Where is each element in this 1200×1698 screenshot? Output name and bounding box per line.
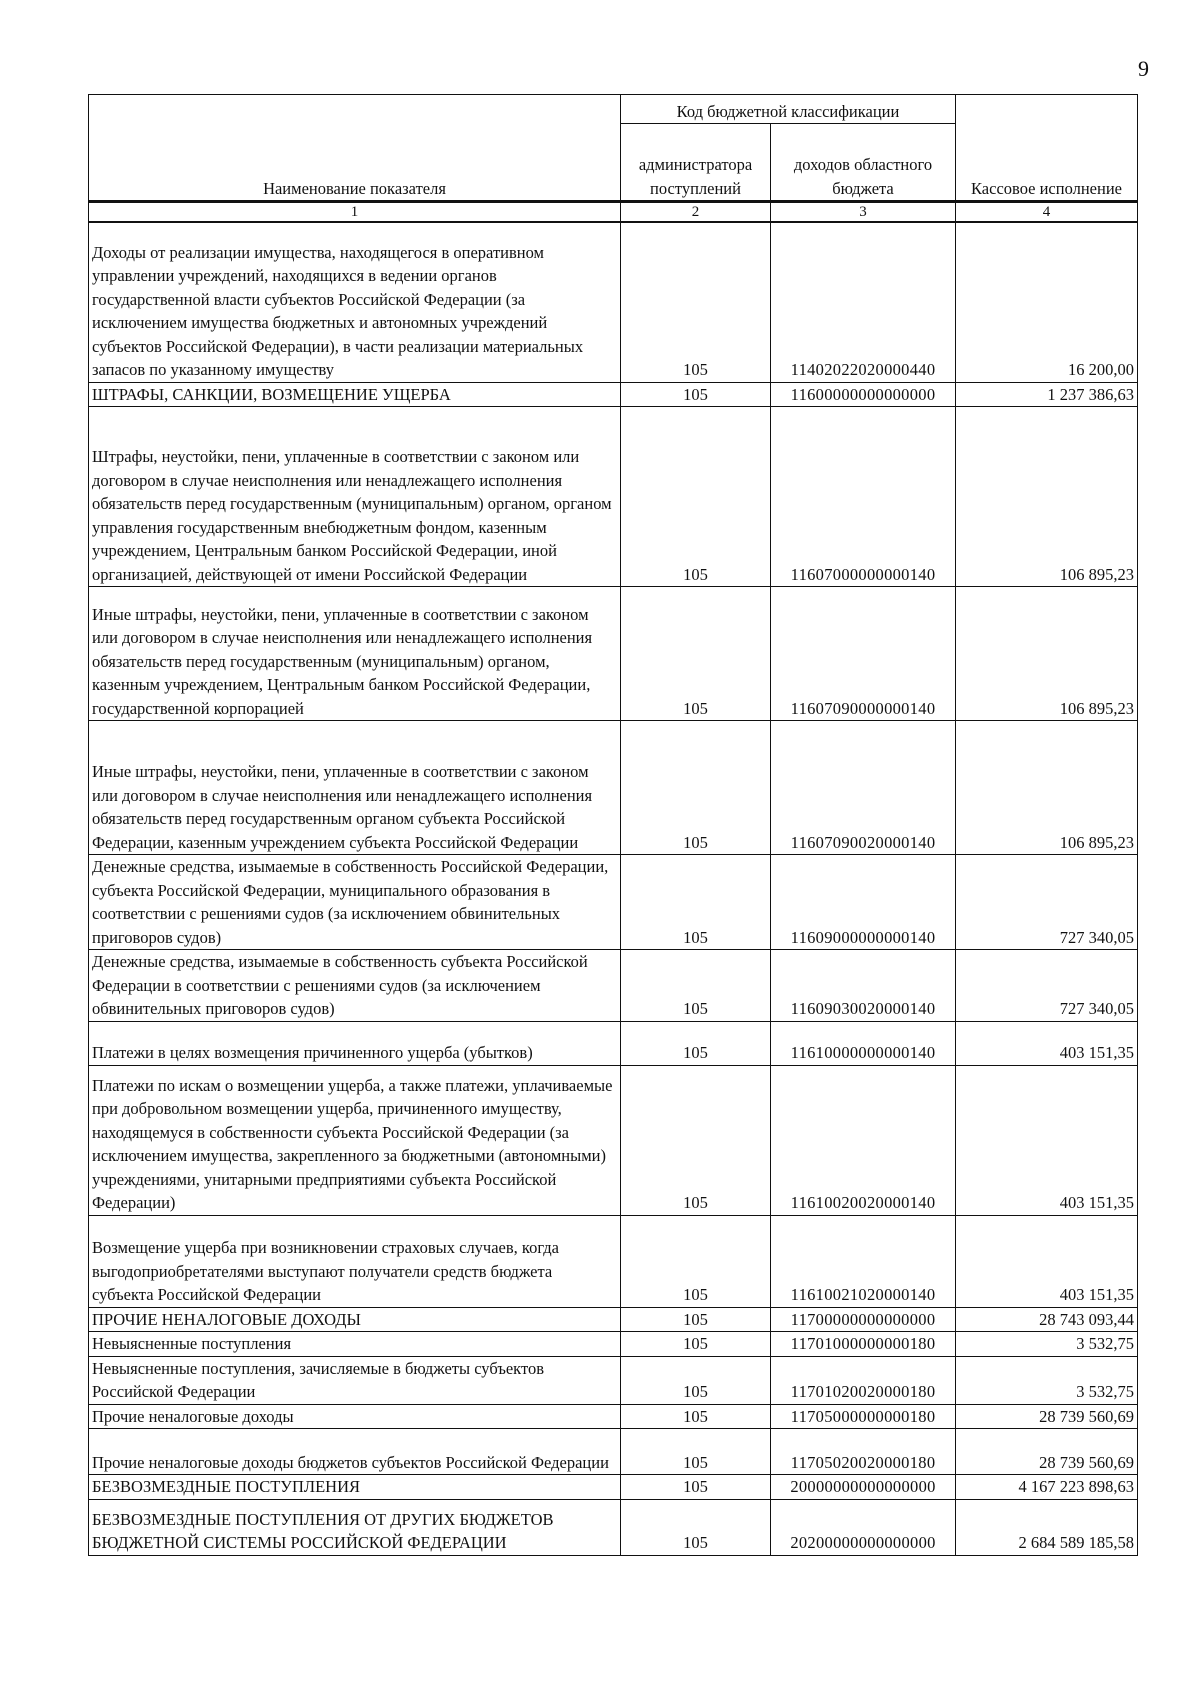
row-name: Невыясненные поступления [89, 1332, 621, 1357]
column-number: 3 [771, 202, 956, 223]
row-name: Платежи по искам о возмещении ущерба, а также платежи, уплачиваемые при добровольном возмещении ущерба, причиненного имуществу, находящемуся в собственности субъекта Российской Федерации (за исключением имущества, закрепленного за бюджетными (автономными) учреждениями, унитарными предприятиями субъекта Российской Федерации) [89, 1065, 621, 1215]
row-name: ШТРАФЫ, САНКЦИИ, ВОЗМЕЩЕНИЕ УЩЕРБА [89, 382, 621, 407]
row-admin-code: 105 [621, 1356, 771, 1404]
table-row [89, 382, 1138, 407]
row-amount: 727 340,05 [956, 950, 1138, 1022]
row-amount: 106 895,23 [956, 587, 1138, 721]
row-name: Прочие неналоговые доходы [89, 1404, 621, 1429]
row-name: ПРОЧИЕ НЕНАЛОГОВЫЕ ДОХОДЫ [89, 1307, 621, 1332]
column-number: 4 [956, 202, 1138, 223]
table-row [89, 1307, 1138, 1332]
row-name: БЕЗВОЗМЕЗДНЫЕ ПОСТУПЛЕНИЯ [89, 1475, 621, 1500]
row-amount: 1 237 386,63 [956, 382, 1138, 407]
header-admin: администратора поступлений [621, 124, 771, 202]
row-name: Иные штрафы, неустойки, пени, уплаченные в соответствии с законом или договором в случае неисполнения или ненадлежащего исполнения обязательств перед государственным (муниципальным) органом, казенным учреждением, Центральным банком Российской Федерации, государственной корпорацией [89, 587, 621, 721]
row-admin-code: 105 [621, 407, 771, 587]
row-admin-code: 105 [621, 1499, 771, 1555]
row-admin-code: 105 [621, 950, 771, 1022]
row-revenue-code: 20000000000000000 [771, 1475, 956, 1500]
row-revenue-code: 11402022020000440 [771, 222, 956, 382]
row-amount: 16 200,00 [956, 222, 1138, 382]
row-revenue-code: 11610020020000140 [771, 1065, 956, 1215]
page-number: 9 [1138, 56, 1149, 81]
row-revenue-code: 11705000000000180 [771, 1404, 956, 1429]
row-amount: 28 739 560,69 [956, 1429, 1138, 1475]
row-name: Денежные средства, изымаемые в собственность субъекта Российской Федерации в соответствии с решениями судов (за исключением обвинительных приговоров судов) [89, 950, 621, 1022]
row-admin-code: 105 [621, 222, 771, 382]
row-admin-code: 105 [621, 855, 771, 950]
row-revenue-code: 11600000000000000 [771, 382, 956, 407]
table-row [89, 855, 1138, 950]
table-row [89, 1404, 1138, 1429]
row-name: Платежи в целях возмещения причиненного ущерба (убытков) [89, 1021, 621, 1065]
row-admin-code: 105 [621, 1429, 771, 1475]
table-header [89, 95, 1138, 223]
row-revenue-code: 11607000000000140 [771, 407, 956, 587]
row-amount: 403 151,35 [956, 1215, 1138, 1307]
table-row [89, 1332, 1138, 1357]
table-row [89, 1065, 1138, 1215]
row-revenue-code: 11609030020000140 [771, 950, 956, 1022]
table-row [89, 1215, 1138, 1307]
row-admin-code: 105 [621, 721, 771, 855]
row-admin-code: 105 [621, 587, 771, 721]
row-name: Невыясненные поступления, зачисляемые в бюджеты субъектов Российской Федерации [89, 1356, 621, 1404]
row-amount: 3 532,75 [956, 1332, 1138, 1357]
row-admin-code: 105 [621, 1021, 771, 1065]
header-amount: Кассовое исполнение [956, 95, 1138, 202]
row-admin-code: 105 [621, 1475, 771, 1500]
row-name: Иные штрафы, неустойки, пени, уплаченные в соответствии с законом или договором в случае неисполнения или ненадлежащего исполнения обязательств перед государственным органом субъекта Российской Федерации, казенным учреждением субъекта Российской Федерации [89, 721, 621, 855]
table-row [89, 721, 1138, 855]
row-name: Возмещение ущерба при возникновении страховых случаев, когда выгодоприобретателями выступают получатели средств бюджета субъекта Российской Федерации [89, 1215, 621, 1307]
table-row [89, 1499, 1138, 1555]
row-revenue-code: 11607090000000140 [771, 587, 956, 721]
table-row [89, 407, 1138, 587]
row-admin-code: 105 [621, 1215, 771, 1307]
row-revenue-code: 11701000000000180 [771, 1332, 956, 1357]
table-row [89, 1475, 1138, 1500]
budget-revenue-table [88, 94, 1138, 1556]
row-revenue-code: 11610021020000140 [771, 1215, 956, 1307]
row-name: Денежные средства, изымаемые в собственность Российской Федерации, субъекта Российской Федерации, муниципального образования в соответствии с решениями судов (за исключением обвинительных приговоров судов) [89, 855, 621, 950]
row-admin-code: 105 [621, 1307, 771, 1332]
column-number: 1 [89, 202, 621, 223]
row-admin-code: 105 [621, 382, 771, 407]
table-row [89, 222, 1138, 382]
row-revenue-code: 11705020020000180 [771, 1429, 956, 1475]
row-amount: 403 151,35 [956, 1021, 1138, 1065]
table-row [89, 1356, 1138, 1404]
table-row [89, 587, 1138, 721]
header-code: доходов областного бюджета [771, 124, 956, 202]
table-body [89, 222, 1138, 1555]
row-amount: 3 532,75 [956, 1356, 1138, 1404]
table-row [89, 1021, 1138, 1065]
row-amount: 28 739 560,69 [956, 1404, 1138, 1429]
row-revenue-code: 11700000000000000 [771, 1307, 956, 1332]
row-admin-code: 105 [621, 1404, 771, 1429]
header-classification-group: Код бюджетной классификации [621, 95, 956, 124]
row-name: БЕЗВОЗМЕЗДНЫЕ ПОСТУПЛЕНИЯ ОТ ДРУГИХ БЮДЖЕТОВ БЮДЖЕТНОЙ СИСТЕМЫ РОССИЙСКОЙ ФЕДЕРАЦИИ [89, 1499, 621, 1555]
row-amount: 727 340,05 [956, 855, 1138, 950]
row-admin-code: 105 [621, 1332, 771, 1357]
column-number: 2 [621, 202, 771, 223]
row-name: Доходы от реализации имущества, находящегося в оперативном управлении учреждений, находящихся в ведении органов государственной власти субъектов Российской Федерации (за исключением имущества бюджетных и автономных учреждений субъектов Российской Федерации), в части реализации материальных запасов по указанному имуществу [89, 222, 621, 382]
header-name: Наименование показателя [89, 95, 621, 202]
table-row [89, 1429, 1138, 1475]
table-row [89, 950, 1138, 1022]
row-name: Прочие неналоговые доходы бюджетов субъектов Российской Федерации [89, 1429, 621, 1475]
row-amount: 4 167 223 898,63 [956, 1475, 1138, 1500]
row-name: Штрафы, неустойки, пени, уплаченные в соответствии с законом или договором в случае неисполнения или ненадлежащего исполнения обязательств перед государственным (муниципальным) органом, органом управления государственным внебюджетным фондом, казенным учреждением, Центральным банком Российской Федерации, иной организацией, действующей от имени Российской Федерации [89, 407, 621, 587]
row-admin-code: 105 [621, 1065, 771, 1215]
row-amount: 2 684 589 185,58 [956, 1499, 1138, 1555]
row-revenue-code: 11609000000000140 [771, 855, 956, 950]
row-amount: 403 151,35 [956, 1065, 1138, 1215]
column-numbers-row [89, 202, 1138, 223]
row-revenue-code: 11701020020000180 [771, 1356, 956, 1404]
row-amount: 28 743 093,44 [956, 1307, 1138, 1332]
row-amount: 106 895,23 [956, 721, 1138, 855]
row-revenue-code: 20200000000000000 [771, 1499, 956, 1555]
row-amount: 106 895,23 [956, 407, 1138, 587]
row-revenue-code: 11610000000000140 [771, 1021, 956, 1065]
row-revenue-code: 11607090020000140 [771, 721, 956, 855]
